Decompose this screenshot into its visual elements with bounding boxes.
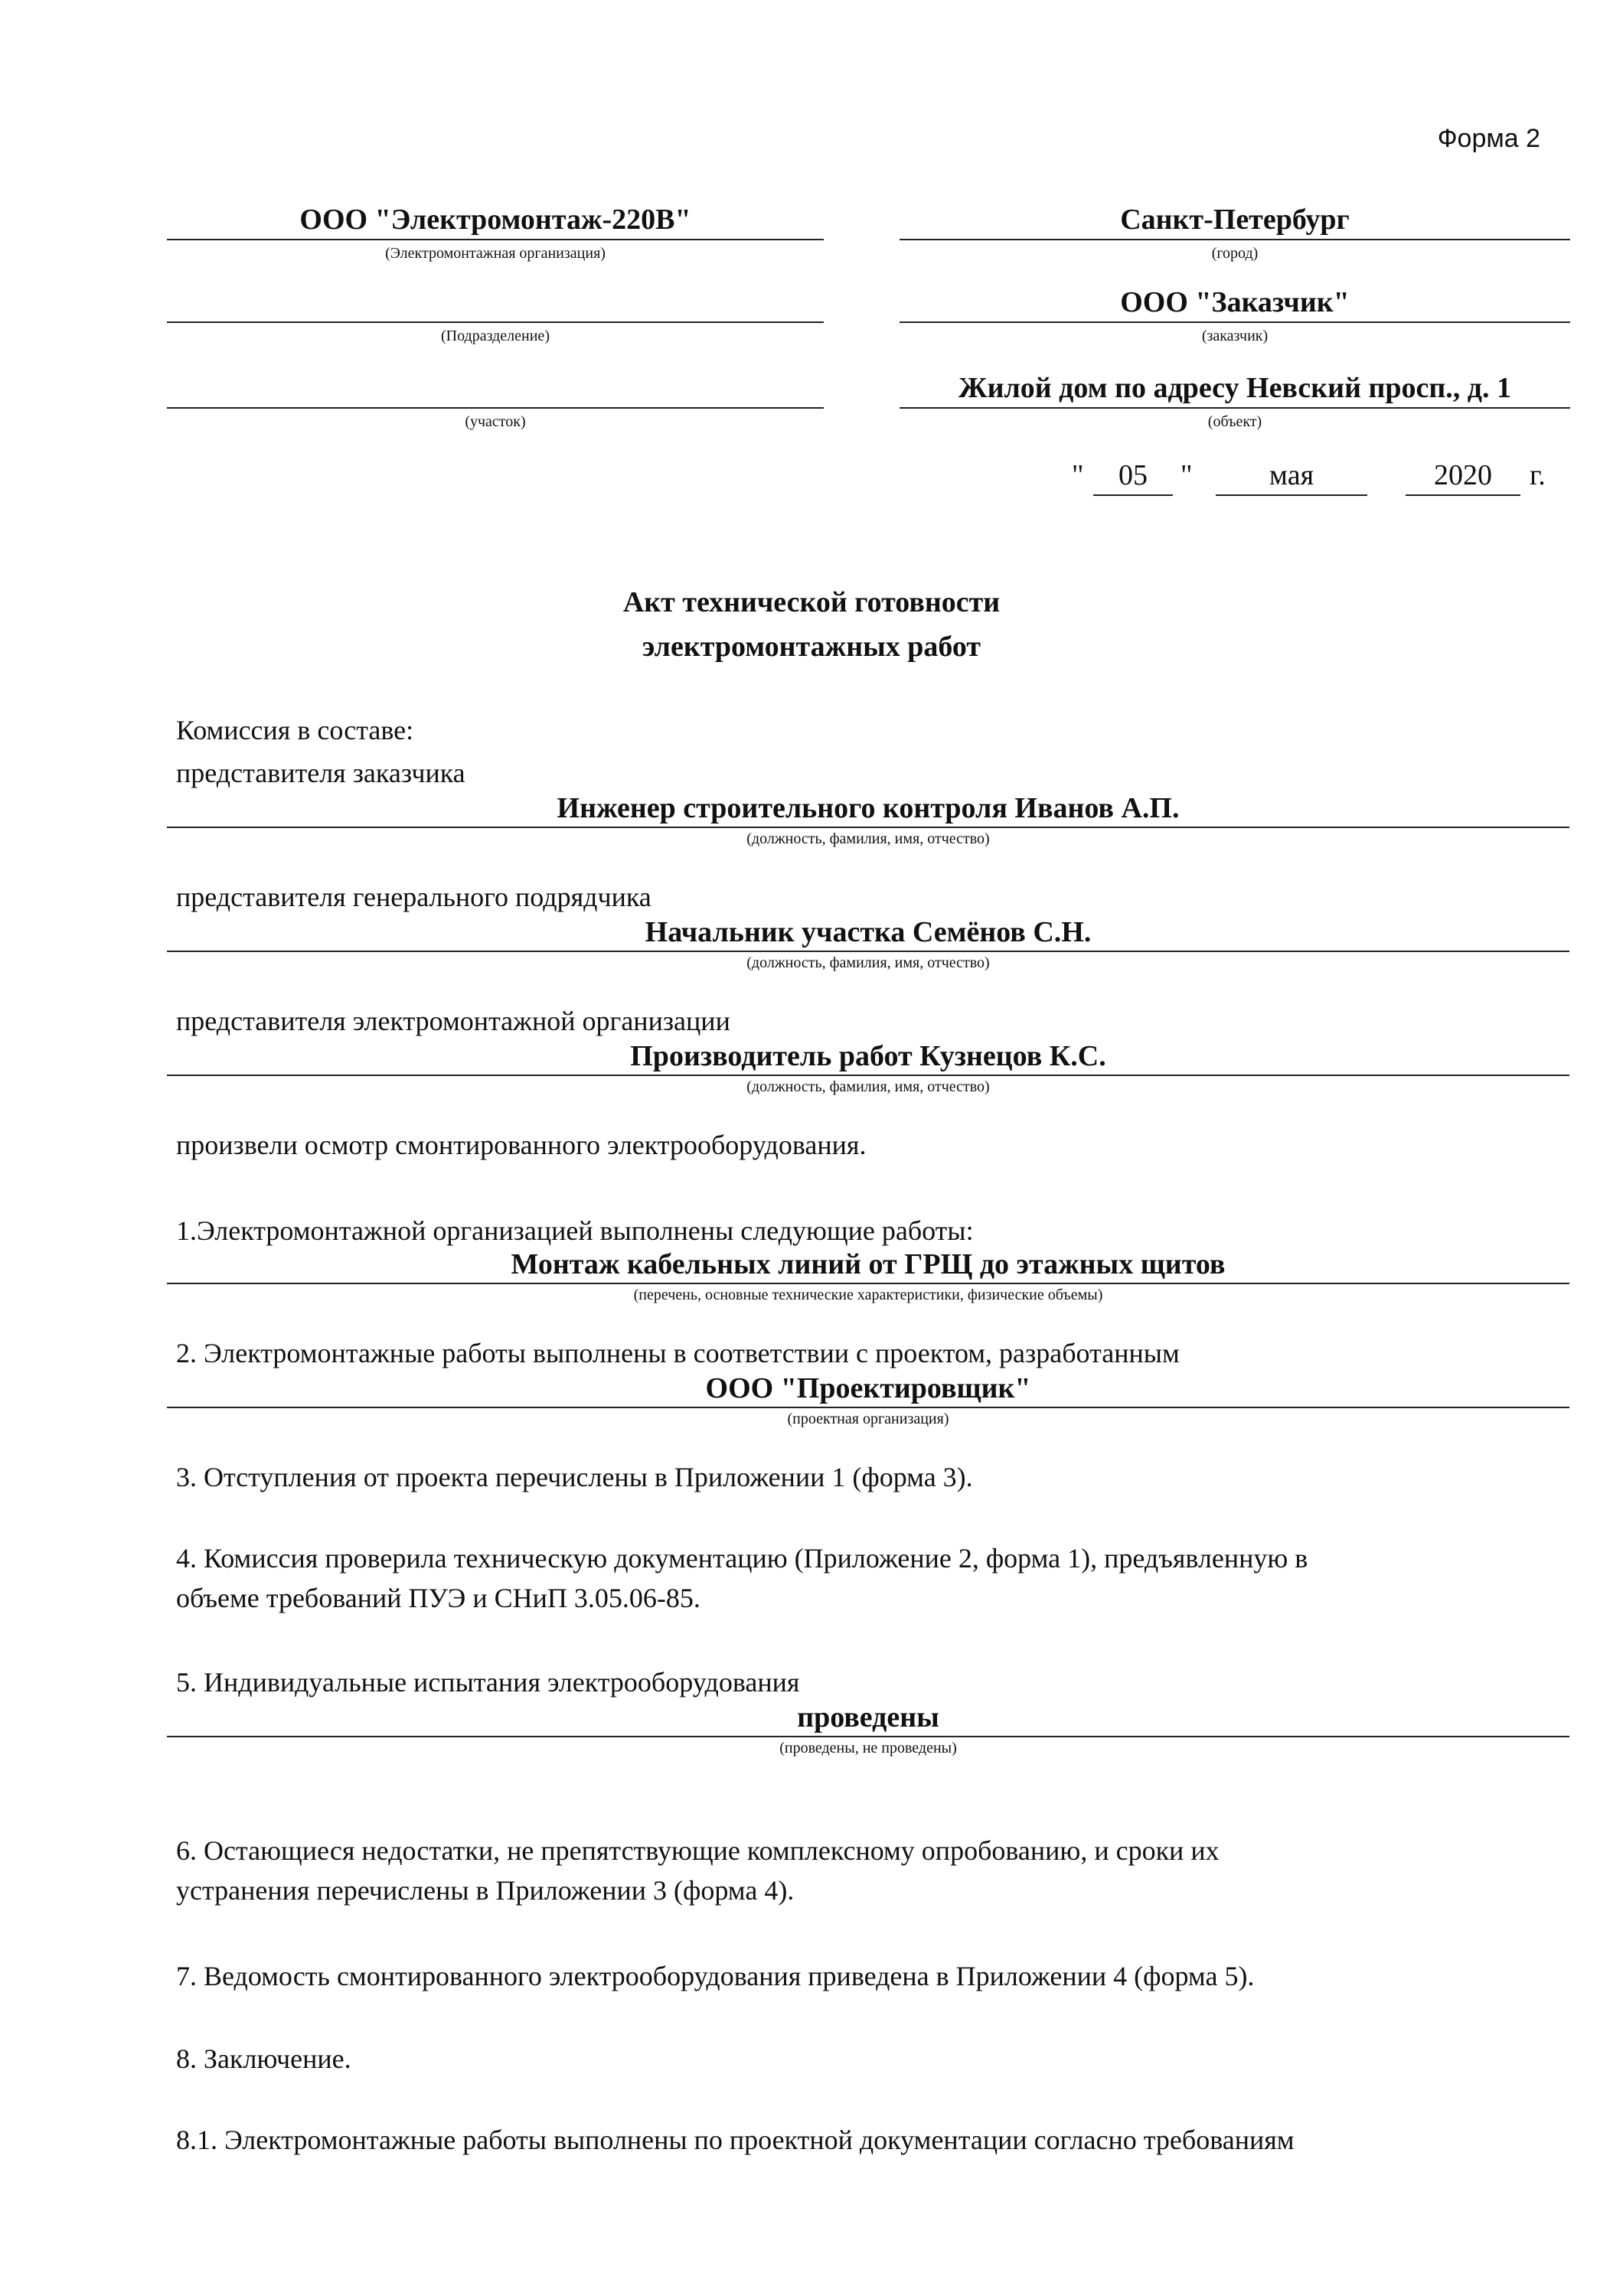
date-quote-close: " — [1181, 459, 1193, 491]
item-6-line-1: 6. Остающиеся недостатки, не препятствующие комплексному опробованию, и сроки их — [176, 1835, 1220, 1866]
item-1-text: 1.Электромонтажной организацией выполнены следующие работы: — [176, 1215, 974, 1246]
item-5-value: проведены — [167, 1699, 1569, 1737]
title-line-1: Акт технической готовности — [622, 586, 1001, 618]
item-1-field[interactable] — [167, 1246, 1569, 1304]
date-month[interactable]: мая — [1216, 456, 1367, 496]
customer-field[interactable] — [900, 283, 1570, 346]
item-2-value: ООО "Проектировщик" — [167, 1370, 1569, 1408]
item-4-line-2: объеме требований ПУЭ и СНиП 3.05.06-85. — [176, 1583, 700, 1613]
item-5-text: 5. Индивидуальные испытания электрооборудования — [176, 1667, 800, 1698]
electric-rep-label: представителя электромонтажной организации — [176, 1006, 730, 1036]
division-value — [167, 283, 824, 323]
item-1-value: Монтаж кабельных линий от ГРЩ до этажных щитов — [167, 1246, 1569, 1284]
contractor-rep-label: представителя генерального подрядчика — [176, 882, 651, 912]
electric-rep-caption: (должность, фамилия, имя, отчество) — [746, 1078, 990, 1095]
customer-rep-field[interactable] — [167, 790, 1569, 848]
section-value — [167, 369, 824, 409]
customer-rep-value: Инженер строительного контроля Иванов А.П. — [167, 790, 1569, 828]
section-field[interactable] — [167, 369, 824, 432]
item-1-caption: (перечень, основные технические характеристики, физические объемы) — [633, 1287, 1103, 1303]
date-row — [0, 456, 1623, 499]
inspection-text: произвели осмотр смонтированного электрооборудования. — [176, 1130, 867, 1160]
item-2-field[interactable] — [167, 1370, 1569, 1428]
division-caption: (Подразделение) — [441, 328, 550, 344]
item-2-text: 2. Электромонтажные работы выполнены в соответствии с проектом, разработанным — [176, 1338, 1180, 1368]
object-field[interactable] — [900, 369, 1570, 432]
contractor-rep-field[interactable] — [167, 914, 1569, 972]
customer-rep-label: представителя заказчика — [176, 758, 465, 788]
customer-caption: (заказчик) — [1201, 328, 1269, 344]
item-6-line-2: устранения перечислены в Приложении 3 (форма 4). — [176, 1875, 795, 1906]
object-value: Жилой дом по адресу Невский просп., д. 1 — [900, 369, 1570, 409]
section-caption: (участок) — [465, 413, 526, 430]
form-number-label: Форма 2 — [1437, 124, 1540, 153]
commission-intro: Комиссия в составе: — [176, 715, 414, 745]
date-day[interactable]: 05 — [1093, 456, 1173, 496]
electric-rep-value: Производитель работ Кузнецов К.С. — [167, 1038, 1569, 1076]
item-8-text: 8. Заключение. — [176, 2043, 351, 2074]
organization-caption: (Электромонтажная организация) — [385, 245, 606, 262]
customer-rep-caption: (должность, фамилия, имя, отчество) — [746, 830, 990, 847]
title-line-2: электромонтажных работ — [642, 631, 981, 663]
date-suffix: г. — [1530, 459, 1546, 491]
city-field[interactable] — [900, 201, 1570, 263]
item-7-text: 7. Ведомость смонтированного электрооборудования приведена в Приложении 4 (форма 5). — [176, 1961, 1255, 1991]
customer-value: ООО "Заказчик" — [900, 283, 1570, 323]
city-value: Санкт-Петербург — [900, 201, 1570, 240]
contractor-rep-caption: (должность, фамилия, имя, отчество) — [746, 954, 990, 971]
division-field[interactable] — [167, 283, 824, 346]
item-8-1-text: 8.1. Электромонтажные работы выполнены по проектной документации согласно требованиям — [176, 2125, 1295, 2155]
item-4-line-1: 4. Комиссия проверила техническую документацию (Приложение 2, форма 1), предъявленную в — [176, 1543, 1308, 1574]
electric-rep-field[interactable] — [167, 1038, 1569, 1096]
object-caption: (объект) — [1207, 413, 1262, 430]
date-year[interactable]: 2020 — [1406, 456, 1520, 496]
organization-field[interactable] — [167, 201, 824, 263]
item-3-text: 3. Отступления от проекта перечислены в Приложении 1 (форма 3). — [176, 1462, 973, 1492]
item-5-field[interactable] — [167, 1699, 1569, 1757]
item-2-caption: (проектная организация) — [787, 1411, 949, 1427]
city-caption: (город) — [1211, 245, 1259, 262]
document-title — [0, 580, 1623, 669]
date-quote-open: " — [1072, 459, 1084, 491]
organization-value: ООО "Электромонтаж-220В" — [167, 201, 824, 240]
item-5-caption: (проведены, не проведены) — [779, 1740, 957, 1756]
contractor-rep-value: Начальник участка Семёнов С.Н. — [167, 914, 1569, 952]
